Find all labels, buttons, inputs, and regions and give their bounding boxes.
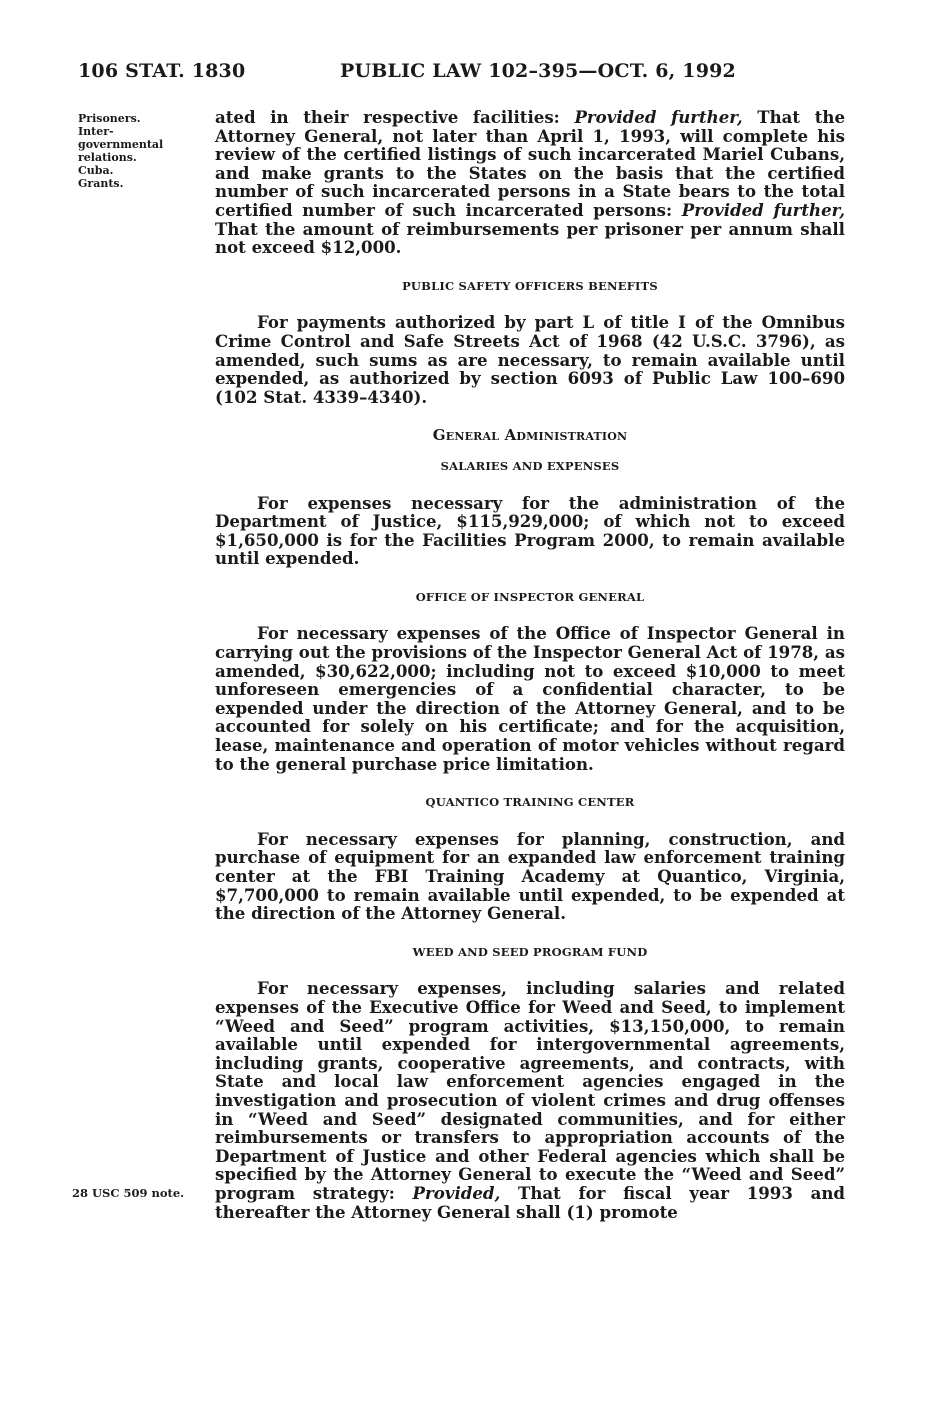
margin-note: Prisoners. <box>78 112 141 125</box>
paragraph: For necessary expenses, including salaries and related expenses of the Executive Office for Weed and Seed, to implement “Weed and Seed” program activities, $13,150,000, to remain available until expended for intergovernmental agreements, including grants, cooperative agreements, and contracts, with State and local law enforcement agencies engaged in the investigation and prosecution of violent crimes and drug offenses in “Weed and Seed” designated communities, and for either reimbursements or transfers to appropriation accounts of the Department of Justice and other Federal agencies which shall be specified by the Attorney General to execute the “Weed and Seed” program strategy: Provided, That for fiscal year 1993 and thereafter the Attorney General shall (1) promote <box>215 978 845 1222</box>
section-heading-general-administration: General Administration <box>432 426 628 445</box>
paragraph-continuation: ated in their respective facilities: Provided further, That the Attorney General, not later than April 1, 1993, will complete his review of the certified listings of such incarcerated Mariel Cubans, and make grants to the States on the basis that the certified number of such incarcerated persons in a State bears to the total certified number of such incarcerated persons: Provided further, That the amount of reimbursements per prisoner per annum shall not exceed $12,000. <box>215 107 846 258</box>
margin-note: Grants. <box>78 177 124 190</box>
section-heading-office-of-inspector-general: OFFICE OF INSPECTOR GENERAL <box>415 589 645 604</box>
paragraph: For expenses necessary for the administration of the Department of Justice, $115,929,000; of which not to exceed $1,650,000 is for the Facilities Program 2000, to remain available until expended. <box>215 492 845 569</box>
public-law-title: PUBLIC LAW 102–395—OCT. 6, 1992 <box>340 60 736 82</box>
margin-notes <box>78 112 198 190</box>
margin-note-citation: 28 USC 509 note. <box>72 1186 185 1200</box>
section-heading-quantico-training-center: QUANTICO TRAINING CENTER <box>425 795 635 810</box>
paragraph: For payments authorized by part L of title I of the Omnibus Crime Control and Safe Streets Act of 1968 (42 U.S.C. 3796), as amended, such sums as are necessary, to remain available until expended, as authorized by section 6093 of Public Law 100–690 (102 Stat. 4339–4340). <box>215 312 845 407</box>
proviso-italic: Provided further, <box>681 199 845 220</box>
margin-note: governmental <box>78 138 164 151</box>
margin-note: Cuba. <box>78 164 114 177</box>
main-text <box>215 108 845 1221</box>
proviso-italic: Provided further, <box>574 107 743 127</box>
page-header <box>78 60 858 90</box>
section-heading-weed-and-seed-program-fund: WEED AND SEED PROGRAM FUND <box>412 944 648 959</box>
statute-page-reference: 106 STAT. 1830 <box>78 60 246 82</box>
paragraph: For necessary expenses for planning, construction, and purchase of equipment for an expanded law enforcement training center at the FBI Training Academy at Quantico, Virginia, $7,700,000 to remain available until expended, to be expended at the direction of the Attorney General. <box>215 828 845 924</box>
section-heading-public-safety-officers-benefits: PUBLIC SAFETY OFFICERS BENEFITS <box>402 278 658 293</box>
section-heading-salaries-and-expenses: SALARIES AND EXPENSES <box>440 458 620 473</box>
paragraph: For necessary expenses of the Office of Inspector General in carrying out the provisions of the Inspector General Act of 1978, as amended, $30,622,000; including not to exceed $10,000 to meet unforeseen emergencies of a confidential character, to be expended under the direction of the Attorney General, and to be accounted for solely on his certificate; and for the acquisition, lease, maintenance and operation of motor vehicles without regard to the general purchase price limitation. <box>215 623 845 774</box>
margin-note: relations. <box>78 151 137 164</box>
margin-note: Inter- <box>78 125 114 138</box>
proviso-italic: Provided, <box>412 1182 501 1203</box>
